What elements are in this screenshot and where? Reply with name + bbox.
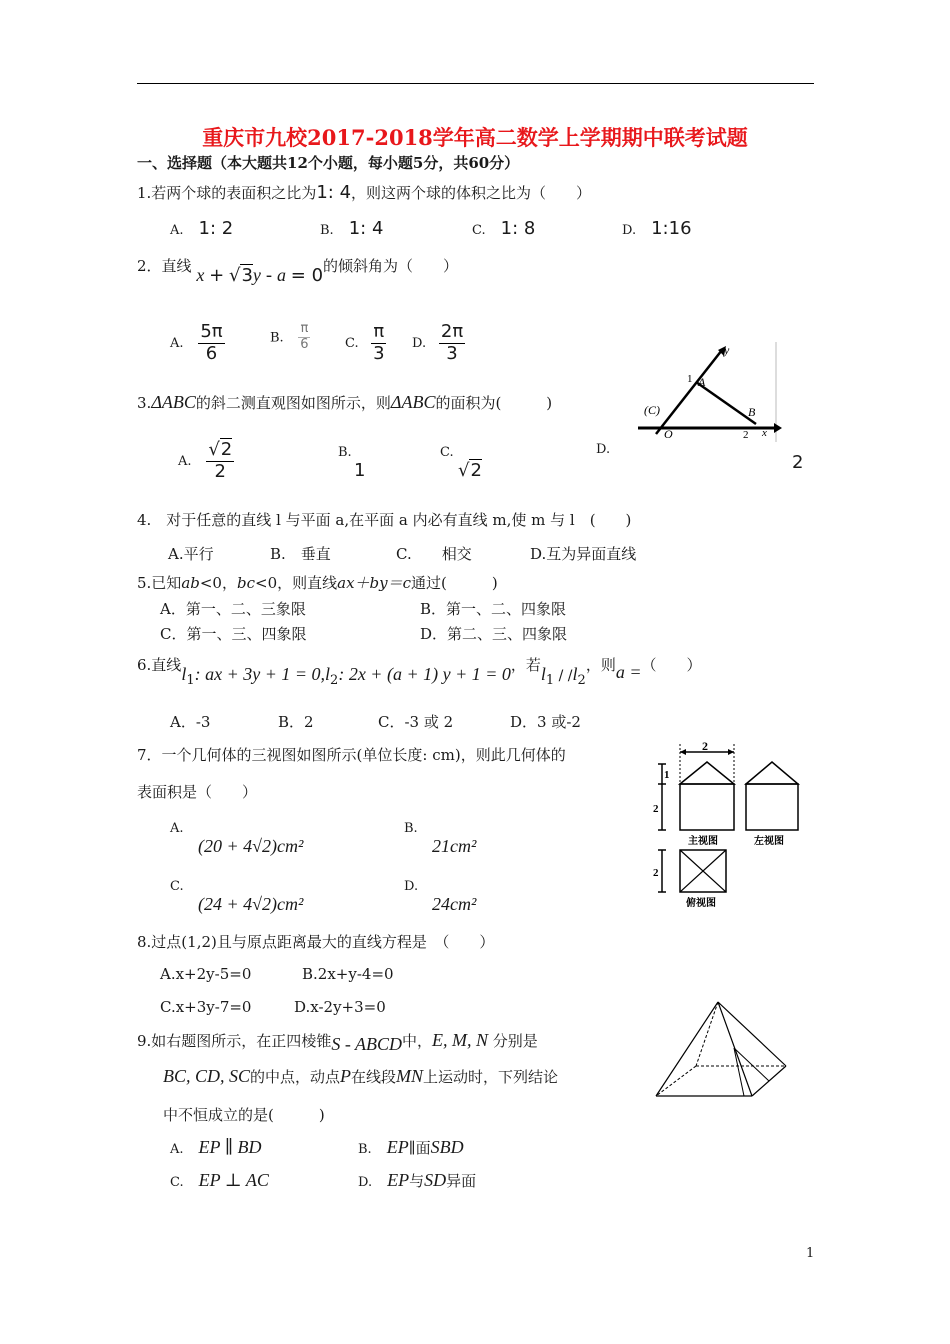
q3-fig-label-x: x (762, 427, 767, 439)
q7-stem-line1: 7．一个几何体的三视图如图所示(单位长度: cm)，则此几何体的 (137, 746, 566, 764)
q3-triangle-2: ΔABC (390, 392, 436, 412)
q2-option-b-fraction: $\frac{\pi}{6}$ (300, 321, 309, 352)
q9-stem-line3: 中不恒成立的是( ) (163, 1106, 325, 1124)
q2-option-c[interactable]: C. $\frac{\pi}{3}$ (345, 321, 385, 364)
q7-stem-line2: 表面积是（ ） (137, 783, 258, 801)
q7-three-view-figure (652, 740, 812, 910)
document-title: 重庆市九校2017-2018学年高二数学上学期期中联考试题 (202, 125, 748, 150)
q7-option-c-value: (24 + 4√2)cm² (198, 894, 304, 914)
q3-fig-label-o: O (664, 427, 673, 441)
q3-fig-label-2: 2 (743, 429, 749, 441)
q6-option-a[interactable]: A．-3 (170, 713, 211, 731)
q7-option-d-value: 24cm² (432, 894, 477, 914)
q1-option-a-value: 1: 2 (198, 218, 234, 239)
q2-option-a-fraction: $\frac{5\pi}{6}$ (200, 321, 223, 364)
q8-option-a[interactable]: A.x+2y-5=0 (160, 965, 252, 983)
q6-parallel: $l_1 / /l_2$ (540, 664, 586, 688)
header-rule (137, 83, 814, 84)
q5-option-b[interactable]: B．第一、二、四象限 (420, 600, 567, 618)
q3-oblique-figure (634, 342, 782, 442)
q1-option-b[interactable]: B. 1: 4 (320, 218, 384, 239)
q4-stem: 4. 对于任意的直线 l 与平面 a,在平面 a 内必有直线 m,使 m 与 l ( ) (137, 511, 632, 529)
q3-option-d-label[interactable]: D. (596, 442, 611, 457)
q3-stem: 3.ΔABC的斜二测直观图如图所示，则ΔABC的面积为( ) (137, 392, 553, 412)
q4-option-d[interactable]: D.互为异面直线 (530, 545, 637, 563)
q5-option-d[interactable]: D．第二、三、四象限 (420, 625, 568, 643)
q3-fig-label-b: B (748, 405, 756, 419)
q2-stem: 2．直线 x + √3y - a = 0的倾斜角为（ ） (137, 257, 459, 286)
q2-option-c-fraction: $\frac{\pi}{3}$ (373, 321, 385, 364)
q2-option-d-fraction: $\frac{2\pi}{3}$ (440, 321, 464, 364)
q2-eq-x: x (196, 265, 205, 285)
q3-option-a[interactable]: A. $\frac{√2}{2}$ (178, 439, 233, 482)
q9-stem-line2: BC, CD, SC的中点，动点P在线段MN上运动时，下列结论 (163, 1066, 559, 1086)
q7-option-a[interactable]: A. (20 + 4√2)cm² (170, 821, 304, 856)
q2-eq-sqrt: 3 (241, 265, 253, 286)
q9-stem-line1: 9.如右题图所示，在正四棱锥S - ABCD中，E, M, N 分别是 (137, 1030, 538, 1054)
q7-option-b-value: 21cm² (432, 836, 477, 856)
q1-option-a[interactable]: A. 1: 2 (170, 218, 234, 239)
q3-fig-label-a: A (698, 375, 706, 389)
q4-option-a[interactable]: A.平行 (168, 545, 214, 563)
q8-option-c[interactable]: C.x+3y-7=0 (160, 998, 252, 1016)
q2-option-a[interactable]: A. $\frac{5\pi}{6}$ (170, 321, 223, 364)
q5-option-a[interactable]: A．第一、二、三象限 (160, 600, 306, 618)
q3-fig-label-1: 1 (687, 373, 693, 385)
q3-fig-label-c: (C) (644, 403, 660, 417)
q3-option-c[interactable]: C. √2 (440, 445, 482, 481)
q3-option-b[interactable]: B. 1 (338, 445, 366, 481)
q4-option-c[interactable]: C. 相交 (396, 545, 472, 563)
q3-option-a-fraction: $\frac{√2}{2}$ (208, 439, 233, 482)
q2-option-d[interactable]: D. $\frac{2\pi}{3}$ (412, 321, 464, 364)
q7-fig-dim-1: 1 (664, 769, 670, 781)
q3-option-d-value: 2 (792, 452, 804, 473)
q2-option-b[interactable]: B. $\frac{\pi}{6}$ (270, 321, 309, 352)
q5-option-c[interactable]: C．第一、三、四象限 (160, 625, 307, 643)
q9-option-b[interactable]: B. EP∥面SBD (358, 1137, 464, 1157)
q3-option-c-value: 2 (470, 460, 482, 481)
q1-option-d[interactable]: D. 1:16 (622, 218, 692, 239)
q7-fig-top-label: 俯视图 (686, 898, 716, 909)
q7-fig-dim-3: 2 (653, 867, 659, 879)
q8-option-d[interactable]: D.x-2y+3=0 (294, 998, 386, 1016)
q6-stem: 6.直线$l_1$: ax + $3y + 1 = 0,l_2$: 2x + (a + 1) y + 1 = 0，若$l_1 / /l_2$，则a =（ ） (137, 656, 702, 688)
q6-option-b[interactable]: B．2 (278, 713, 314, 731)
q1-option-c-value: 1: 8 (500, 218, 536, 239)
q7-fig-dim-2: 2 (653, 803, 659, 815)
q3-fig-label-y: y (724, 343, 730, 357)
q7-option-a-value: (20 + 4√2)cm² (198, 836, 304, 856)
q7-option-d[interactable]: D. 24cm² (404, 879, 477, 914)
q3-option-b-value: 1 (354, 460, 366, 481)
q9-option-a[interactable]: A. EP ∥ BD (170, 1137, 262, 1157)
q1-option-d-value: 1:16 (651, 218, 692, 239)
q8-option-b[interactable]: B.2x+y-4=0 (302, 965, 394, 983)
q8-stem: 8.过点(1,2)且与原点距离最大的直线方程是 （ ） (137, 933, 495, 951)
q7-fig-front-label: 主视图 (688, 836, 718, 847)
q6-option-c[interactable]: C．-3 或 2 (378, 713, 454, 731)
q3-triangle-1: ΔABC (151, 392, 196, 412)
q9-pyramid-figure (652, 998, 794, 1102)
q9-option-d[interactable]: D. EP与SD异面 (358, 1170, 477, 1190)
q1-option-b-value: 1: 4 (348, 218, 384, 239)
q1-stem-text: 1.若两个球的表面积之比为 (137, 184, 317, 202)
q4-option-b[interactable]: B. 垂直 (270, 545, 331, 563)
q7-option-b[interactable]: B. 21cm² (404, 821, 477, 856)
q9-pyramid: S - ABCD (331, 1034, 402, 1054)
q6-option-d[interactable]: D．3 或-2 (510, 713, 581, 731)
q6-equations: $l_1$: ax + $3y + 1 = 0,l_2$: 2x + (a + 1) y + 1 = 0 (181, 664, 511, 688)
q7-fig-side-label: 左视图 (754, 836, 784, 847)
q1-option-c[interactable]: C. 1: 8 (472, 218, 536, 239)
q7-fig-dim-top: 2 (702, 740, 708, 753)
q1-stem (137, 182, 591, 203)
q5-line-equation: ax＋by＝c (337, 574, 412, 592)
q1-ratio: 1: 4 (316, 182, 352, 203)
page-number: 1 (806, 1246, 815, 1261)
q7-option-c[interactable]: C. (24 + 4√2)cm² (170, 879, 304, 914)
q9-option-c[interactable]: C. EP ⊥ AC (170, 1170, 269, 1190)
q1-stem-tail: ，则这两个球的体积之比为（ ） (351, 184, 592, 202)
q5-stem: 5.已知ab<0，bc<0，则直线ax＋by＝c通过( ) (137, 574, 498, 592)
section-heading: 一、选择题（本大题共12个小题，每小题5分，共60分） (137, 154, 520, 172)
